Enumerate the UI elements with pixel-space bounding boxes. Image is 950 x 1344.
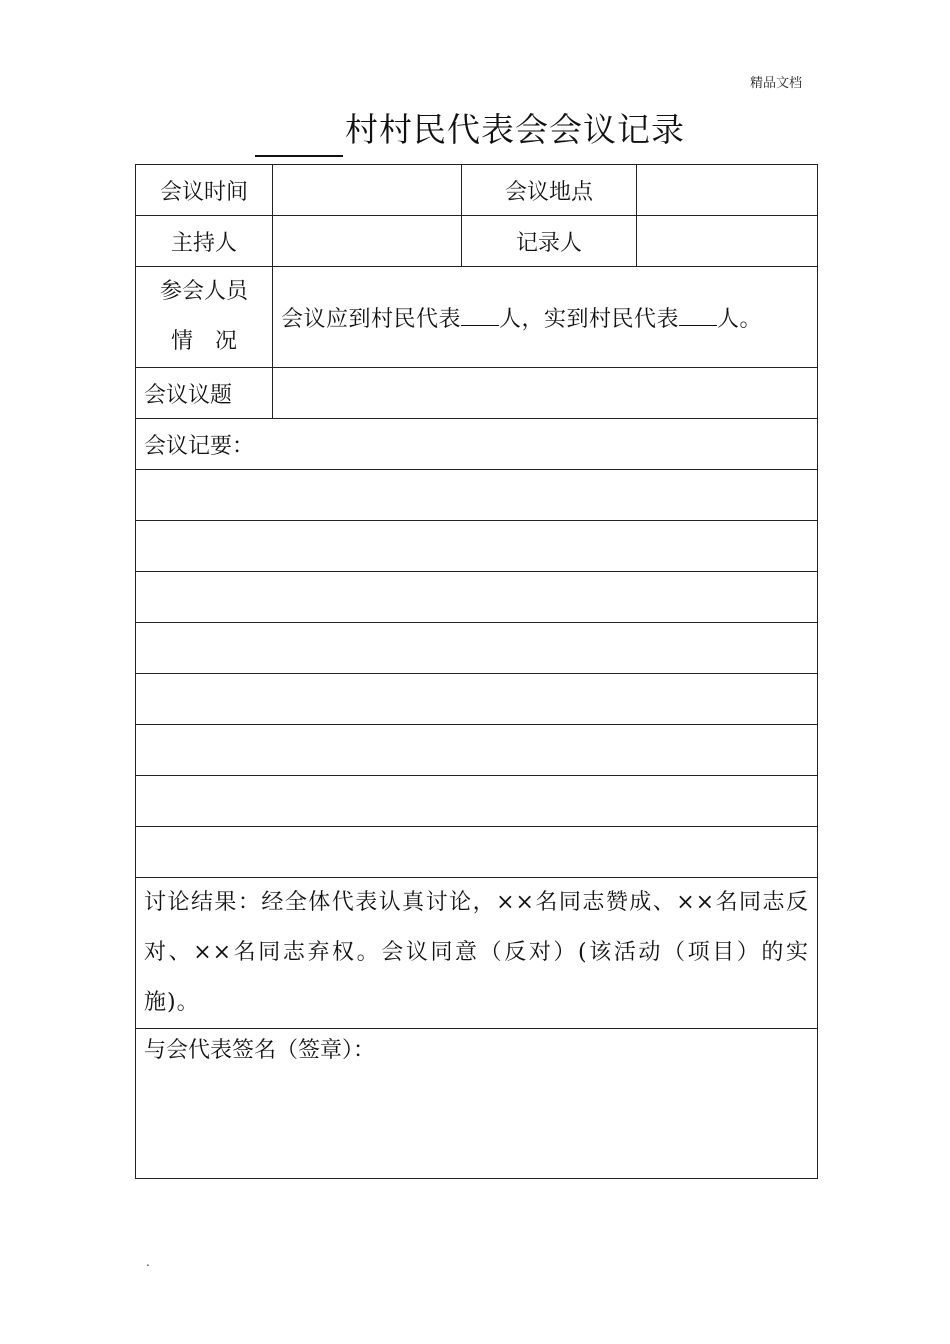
attendance-prefix: 会议应到村民代表 [281,306,462,332]
minutes-line-field[interactable] [136,776,818,827]
meeting-time-field[interactable] [273,165,462,216]
minutes-line [136,725,818,776]
attendance-suffix: 人。 [717,306,763,332]
host-label: 主持人 [136,216,273,267]
row-agenda [136,368,818,419]
minutes-line [136,623,818,674]
meeting-place-label: 会议地点 [462,165,637,216]
minutes-line [136,470,818,521]
minutes-line [136,674,818,725]
minutes-line-field[interactable] [136,827,818,878]
row-discussion-result [136,878,818,1029]
minutes-line [136,521,818,572]
signature-cell[interactable] [136,1029,818,1179]
minutes-label: 会议记要： [136,419,818,470]
recorder-field[interactable] [637,216,818,267]
recorder-label: 记录人 [462,216,637,267]
expected-count-blank[interactable] [461,305,499,326]
footer-mark: . [146,1255,150,1269]
minutes-line [136,827,818,878]
participants-label [136,267,273,368]
page-title: 村村民代表会会议记录 [345,110,685,149]
minutes-line [136,572,818,623]
row-signature [136,1029,818,1179]
minutes-line-field[interactable] [136,623,818,674]
actual-count-blank[interactable] [679,305,717,326]
row-minutes-header [136,419,818,470]
header-note: 精品文档 [750,76,803,91]
agenda-label: 会议议题 [136,368,273,419]
attendance-mid: 人，实到村民代表 [499,306,680,332]
minutes-line-field[interactable] [136,470,818,521]
minutes-line-field[interactable] [136,725,818,776]
minutes-line-field[interactable] [136,521,818,572]
signature-label: 与会代表签名（签章）： [144,1038,376,1063]
agenda-field[interactable] [273,368,818,419]
meeting-record-table [135,164,818,1179]
participants-label-line1: 参会人员 [159,279,248,304]
meeting-time-label: 会议时间 [136,165,273,216]
minutes-line-field[interactable] [136,572,818,623]
discussion-result-text: 讨论结果：经全体代表认真讨论，××名同志赞成、××名同志反对、××名同志弃权。会议同意（反对）(该活动（项目）的实施)。 [136,878,818,1029]
meeting-place-field[interactable] [637,165,818,216]
row-participants [136,267,818,368]
minutes-line [136,776,818,827]
row-time-place [136,165,818,216]
participants-label-line2: 情 况 [170,329,237,354]
row-host-recorder [136,216,818,267]
village-name-blank[interactable] [255,155,343,157]
host-field[interactable] [273,216,462,267]
attendance-cell [273,267,818,368]
minutes-line-field[interactable] [136,674,818,725]
